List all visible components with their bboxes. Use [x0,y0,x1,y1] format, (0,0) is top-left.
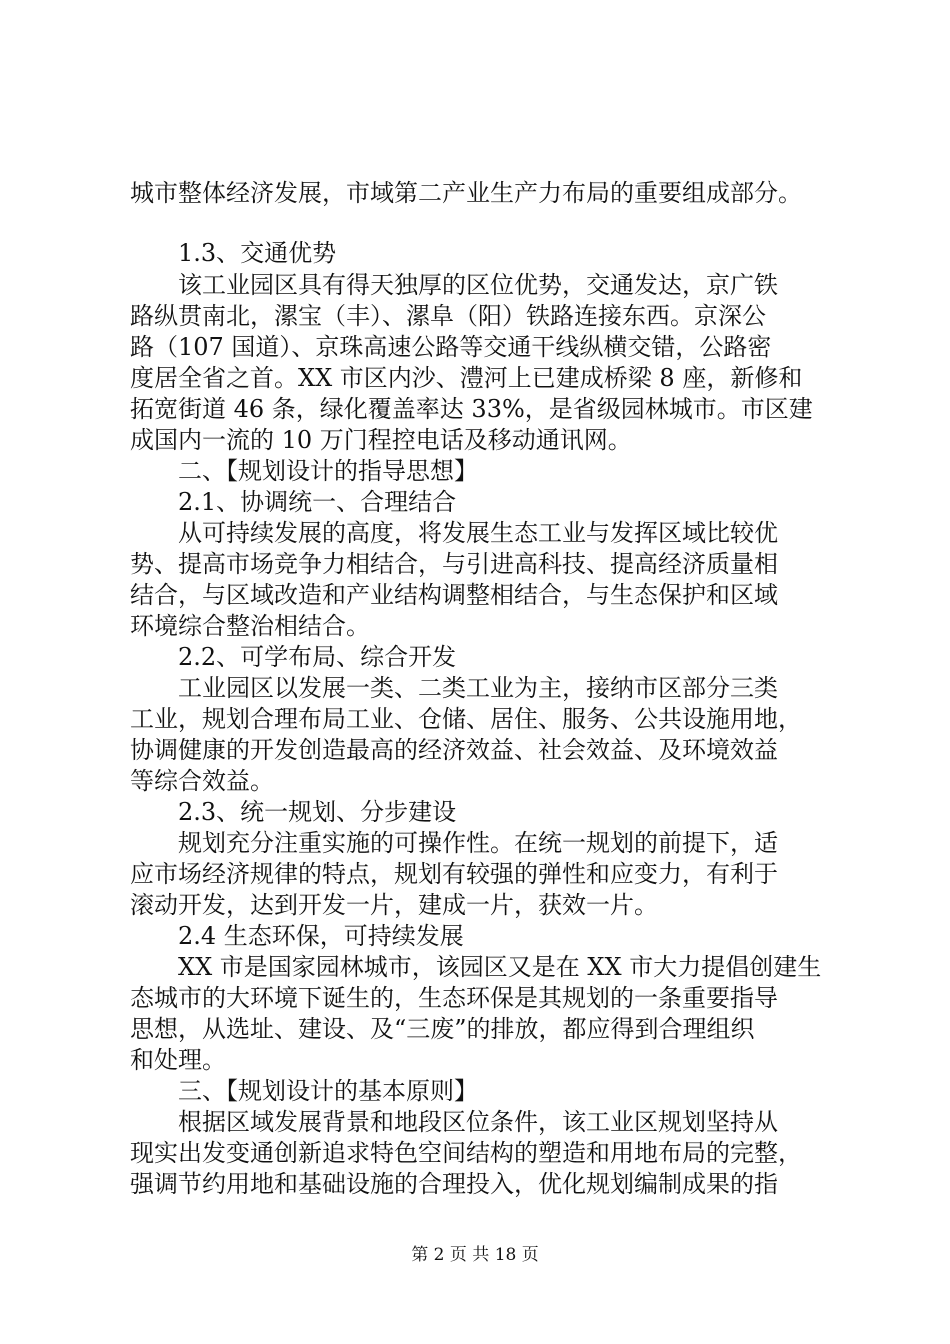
paragraph-line: 态城市的大环境下诞生的，生态环保是其规划的一条重要指导 [130,984,778,1012]
section-heading-2-3: 2.3、统一规划、分步建设 [178,798,457,826]
paragraph-line: 协调健康的开发创造最高的经济效益、社会效益、及环境效益 [130,736,778,764]
paragraph-line: 应市场经济规律的特点，规划有较强的弹性和应变力，有利于 [130,860,778,888]
paragraph-line: 成国内一流的 10 万门程控电话及移动通讯网。 [130,426,632,454]
paragraph-line: 滚动开发，达到开发一片，建成一片，获效一片。 [130,891,658,919]
chapter-heading-2: 二、【规划设计的指导思想】 [178,457,478,485]
page-number-footer: 第 2 页 共 18 页 [411,1245,539,1265]
paragraph-line: 势、提高市场竞争力相结合，与引进高科技、提高经济质量相 [130,550,778,578]
paragraph-line: 现实出发变通创新追求特色空间结构的塑造和用地布局的完整， [130,1139,802,1167]
paragraph-line: 工业园区以发展一类、二类工业为主，接纳市区部分三类 [178,674,778,702]
paragraph-line: 和处理。 [130,1046,226,1074]
section-heading-2-1: 2.1、协调统一、合理结合 [178,488,457,516]
paragraph-line: 拓宽街道 46 条，绿化覆盖率达 33%，是省级园林城市。市区建 [130,395,813,423]
paragraph-line: 结合，与区域改造和产业结构调整相结合，与生态保护和区域 [130,581,778,609]
paragraph-line: 等综合效益。 [130,767,274,795]
section-heading-2-2: 2.2、可学布局、综合开发 [178,643,457,671]
paragraph-line: 路（107 国道）、京珠高速公路等交通干线纵横交错，公路密 [130,333,772,361]
paragraph-line: 工业，规划合理布局工业、仓储、居住、服务、公共设施用地， [130,705,802,733]
paragraph-line: 规划充分注重实施的可操作性。在统一规划的前提下，适 [178,829,778,857]
paragraph-line: 强调节约用地和基础设施的合理投入，优化规划编制成果的指 [130,1170,778,1198]
section-heading-2-4: 2.4 生态环保，可持续发展 [178,922,464,950]
paragraph-line: 城市整体经济发展，市域第二产业生产力布局的重要组成部分。 [130,179,802,207]
paragraph-line: 路纵贯南北，漯宝（丰）、漯阜（阳）铁路连接东西。京深公 [130,302,766,330]
chapter-heading-3: 三、【规划设计的基本原则】 [178,1077,478,1105]
paragraph-line: 该工业园区具有得天独厚的区位优势，交通发达，京广铁 [178,271,778,299]
paragraph-line: 从可持续发展的高度，将发展生态工业与发挥区域比较优 [178,519,778,547]
paragraph-line: 环境综合整治相结合。 [130,612,370,640]
paragraph-line: XX 市是国家园林城市，该园区又是在 XX 市大力提倡创建生 [178,953,822,981]
paragraph-line: 思想，从选址、建设、及“三废”的排放，都应得到合理组织 [130,1015,755,1043]
paragraph-line: 根据区域发展背景和地段区位条件，该工业区规划坚持从 [178,1108,778,1136]
paragraph-line: 度居全省之首。XX 市区内沙、澧河上已建成桥梁 8 座，新修和 [130,364,803,392]
section-heading-1-3: 1.3、交通优势 [178,239,337,267]
